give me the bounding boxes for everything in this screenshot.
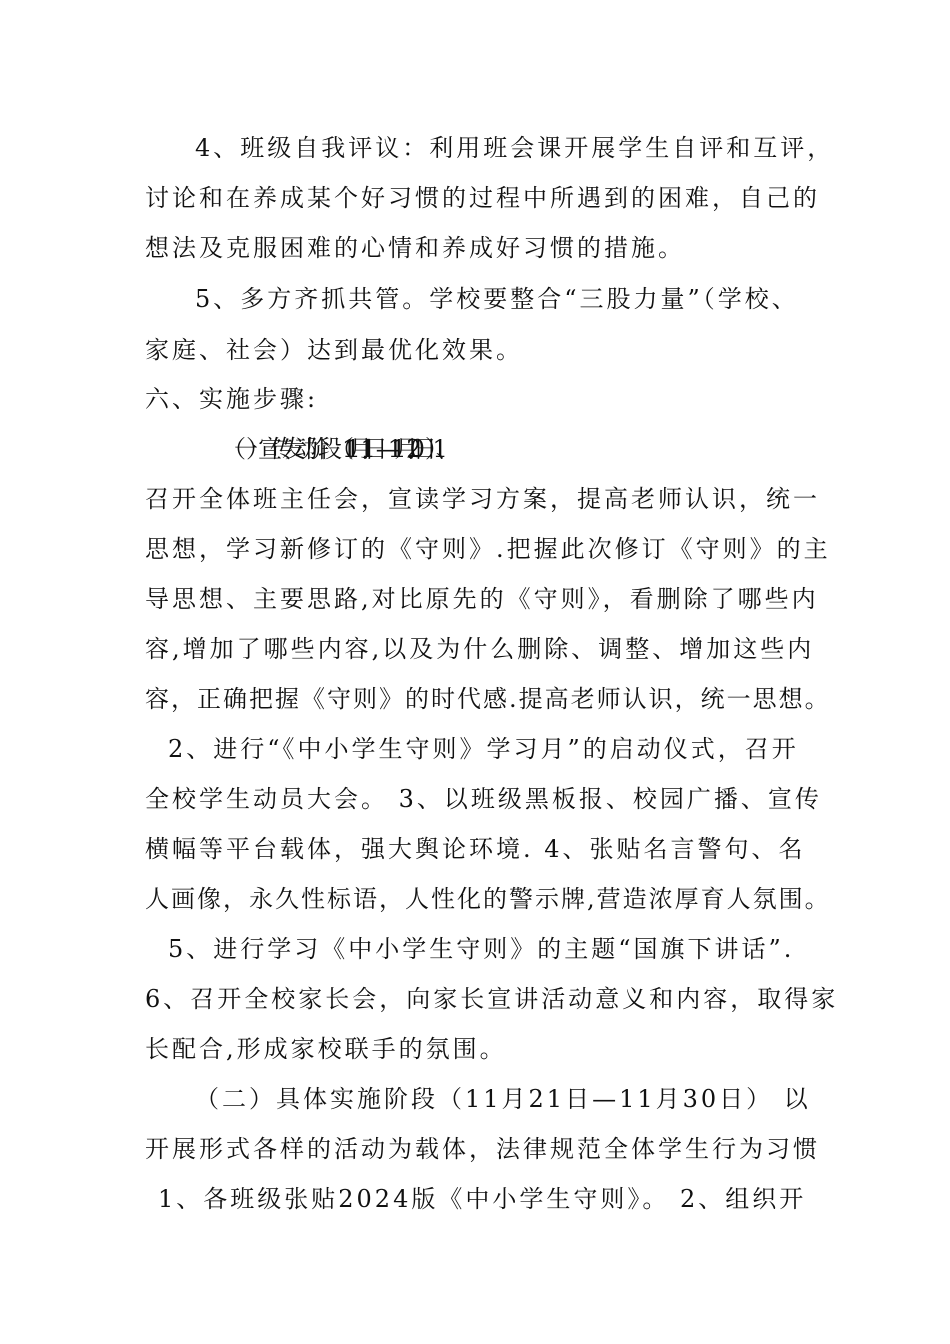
text-line: 思想，学习新修订的《守则》.把握此次修订《守则》的主 bbox=[145, 535, 831, 563]
text-line: 全校学生动员大会。 3、以班级黑板报、校园广播、宣传 bbox=[145, 785, 822, 813]
text-line: 讨论和在养成某个好习惯的过程中所遇到的困难，自己的 bbox=[145, 184, 820, 212]
text-line: 人画像，永久性标语，人性化的警示牌,营造浓厚育人氛围。 bbox=[145, 885, 831, 913]
text-line: 2、进行“《中小学生守则》学习月”的启动仪式，召开 bbox=[168, 735, 799, 763]
text-line: 开展形式各样的活动为载体，法律规范全体学生行为习惯 bbox=[145, 1135, 820, 1163]
text-line: （二）具体实施阶段（11月21日—11月30日） 以 bbox=[195, 1085, 811, 1113]
text-line: 导思想、主要思路,对比原先的《守则》，看删除了哪些内 bbox=[145, 585, 819, 613]
section-heading: 六、实施步骤: bbox=[145, 385, 319, 413]
text-line: 4、班级自我评议：利用班会课开展学生自评和互评， bbox=[195, 134, 835, 162]
text-line: 5、进行学习《中小学生守则》的主题“国旗下讲话”. bbox=[168, 935, 795, 963]
text-line: 容，正确把握《守则》的时代感.提高老师认识，统一思想。 bbox=[145, 685, 831, 713]
text-line: 召开全体班主任会，宣读学习方案，提高老师认识，统一 bbox=[145, 485, 820, 513]
text-line: 长配合,形成家校联手的氛围。 bbox=[145, 1035, 507, 1063]
text-line: 想法及克服困难的心情和养成好习惯的措施。 bbox=[145, 234, 685, 262]
text-line: 横幅等平台载体，强大舆论环境. 4、张贴名言警句、名 bbox=[145, 835, 806, 863]
text-line: 6、召开全校家长会，向家长宣讲活动意义和内容，取得家 bbox=[145, 985, 839, 1013]
text-line: 1、各班级张贴2024版《中小学生守则》。 2、组织开 bbox=[158, 1185, 807, 1213]
text-line: 5、多方齐抓共管。学校要整合“三股力量”（学校、 bbox=[195, 285, 799, 313]
text-line: （一）宣传发动阶段（11月1日—11月20日） 1、 bbox=[222, 435, 448, 463]
text-line: 容,增加了哪些内容,以及为什么删除、调整、增加这些内 bbox=[145, 635, 815, 663]
text-line: 家庭、社会）达到最优化效果。 bbox=[145, 336, 523, 364]
